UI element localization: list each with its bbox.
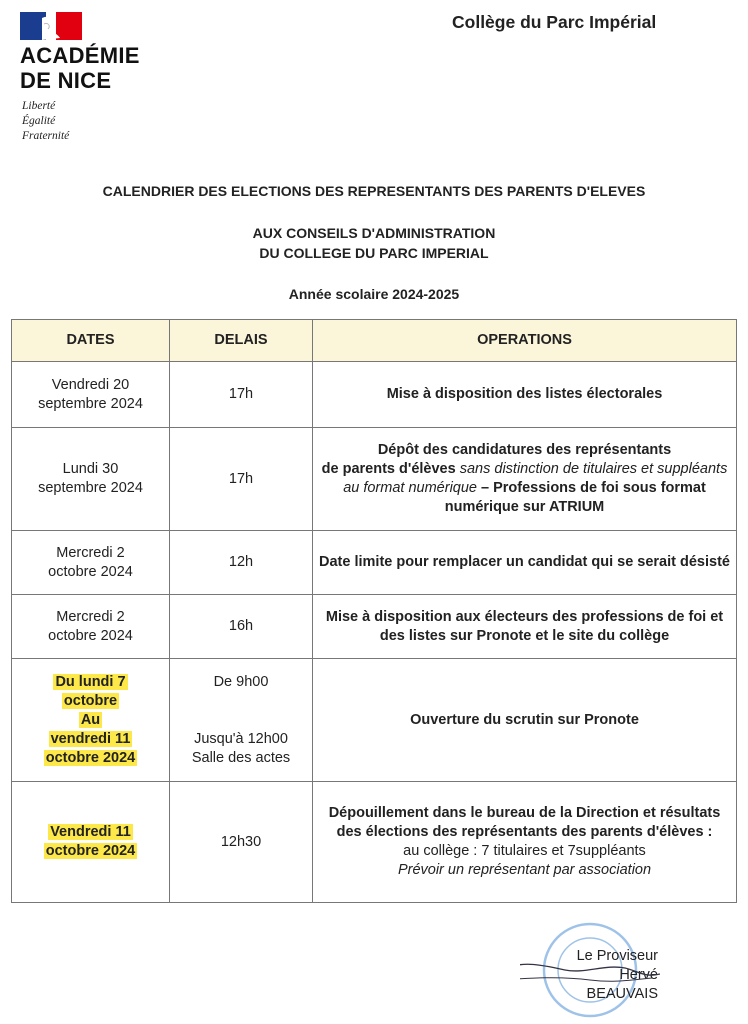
republique-francaise-logo [20, 12, 82, 40]
operation-text: de parents d'élèves [321, 461, 460, 477]
operation-cell: Ouverture du scrutin sur Pronote [313, 659, 737, 782]
motto [22, 99, 69, 144]
delai-start: De 9h00 [213, 673, 269, 690]
operation-cell: Mise à disposition aux électeurs des professions de foi et des listes sur Pronote et le site du collège [313, 595, 737, 659]
election-calendar-table [11, 319, 737, 903]
document-subtitle [0, 223, 748, 263]
motto-fraternite: Fraternité [22, 130, 70, 142]
school-name: Collège du Parc Impérial [452, 12, 657, 32]
motto-egalite: Égalité [22, 115, 56, 127]
school-year: Année scolaire 2024-2025 [288, 286, 460, 302]
delai-end: Jusqu'à 12h00 [194, 730, 288, 747]
date-cell [12, 362, 170, 428]
signatory-name: Hervé BEAUVAIS [586, 967, 658, 1002]
date-line: Mercredi 2 [56, 544, 125, 561]
header-delais: DELAIS [170, 320, 313, 362]
operation-text: – Professions de foi sous format numérique sur ATRIUM [444, 480, 706, 515]
operation-italic: sans distinction de titulaires et suppléants au format numérique [343, 461, 728, 496]
table-row [12, 531, 737, 595]
table-row [12, 428, 737, 531]
date-line: octobre 2024 [48, 627, 133, 644]
delai-cell: 12h30 [170, 782, 313, 903]
signatory-role: Le Proviseur [576, 948, 658, 964]
motto-liberte: Liberté [22, 100, 56, 112]
delai-place: Salle des actes [191, 749, 291, 766]
date-cell [12, 782, 170, 903]
delai-cell: 16h [170, 595, 313, 659]
subtitle-line1: AUX CONSEILS D'ADMINISTRATION [252, 225, 496, 241]
header-operations: OPERATIONS [313, 320, 737, 362]
table-row [12, 362, 737, 428]
operation-italic: Prévoir un représentant par association [397, 862, 652, 878]
operation-line: Dépôt des candidatures des représentants [377, 442, 672, 458]
academie-line2: DE NICE [20, 68, 112, 93]
date-line: octobre 2024 [45, 749, 136, 766]
date-cell [12, 659, 170, 782]
academie-line1: ACADÉMIE [20, 43, 140, 68]
handwritten-signature [520, 918, 660, 1018]
date-cell [12, 595, 170, 659]
table-row [12, 659, 737, 782]
date-cell [12, 428, 170, 531]
delai-cell [170, 659, 313, 782]
date-line: octobre 2024 [45, 843, 136, 859]
operation-cell: Mise à disposition des listes électorales [313, 362, 737, 428]
date-line: Vendredi 20 [51, 376, 130, 393]
date-line: septembre 2024 [38, 480, 143, 496]
delai-cell: 12h [170, 531, 313, 595]
date-line: Mercredi 2 [56, 608, 125, 625]
header-dates: DATES [12, 320, 170, 362]
subtitle-line2: DU COLLEGE DU PARC IMPERIAL [259, 245, 489, 261]
table-row [12, 595, 737, 659]
date-line: octobre 2024 [48, 563, 133, 580]
date-line: vendredi 11 [50, 730, 131, 747]
date-line: Du lundi 7 [55, 673, 126, 690]
date-cell [12, 531, 170, 595]
operation-cell [313, 782, 737, 903]
operation-cell [313, 428, 737, 531]
table-row [12, 782, 737, 903]
date-line: Au [80, 711, 101, 728]
table-header-row [12, 320, 737, 362]
date-line: Vendredi 11 [50, 824, 131, 840]
date-line: Lundi 30 [62, 461, 119, 477]
operation-cell: Date limite pour remplacer un candidat qui se serait désisté [313, 531, 737, 595]
date-line: octobre [63, 692, 118, 709]
academie-logo-text [20, 43, 140, 93]
delai-cell: 17h [170, 428, 313, 531]
document-title: CALENDRIER DES ELECTIONS DES REPRESENTANTS DES PARENTS D'ELEVES [102, 183, 646, 199]
date-line: septembre 2024 [38, 395, 143, 412]
operation-bold: Dépouillement dans le bureau de la Direction et résultats des élections des représentants des parents d'élèves : [328, 805, 721, 840]
delai-cell: 17h [170, 362, 313, 428]
operation-plain: au collège : 7 titulaires et 7suppléants [403, 843, 646, 859]
